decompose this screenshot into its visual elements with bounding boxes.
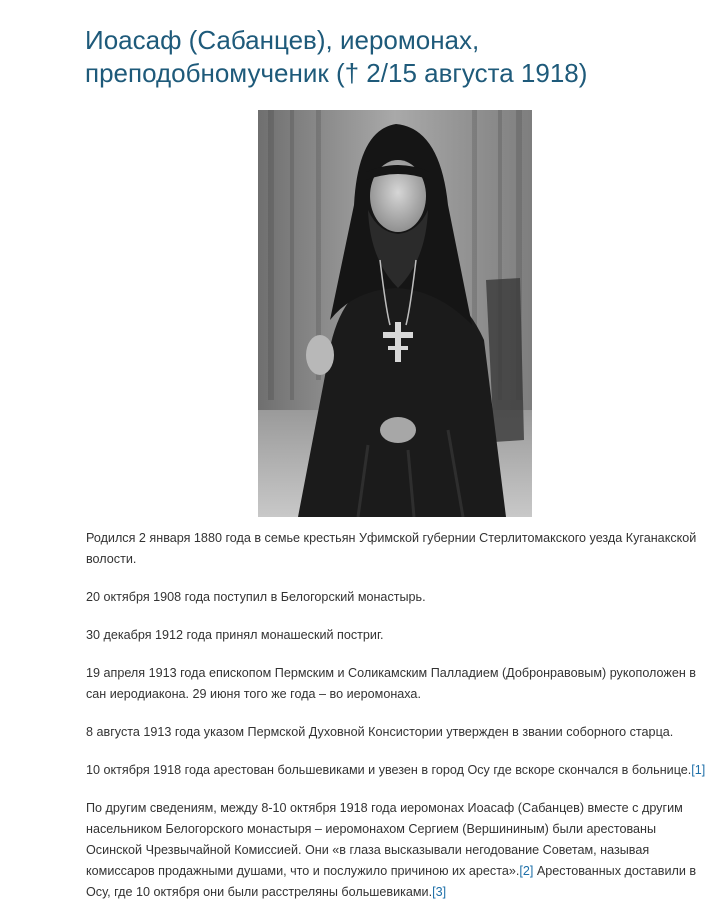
page-title: Иоасаф (Сабанцев), иеромонах, преподобномученик († 2/15 августа 1918) [85, 25, 588, 88]
paragraph-text: По другим сведениям, между 8-10 октября 1918 года иеромонах Иоасаф (Сабанцев) вместе с другим насельником Белогорского монастыря – иеромонахом Сергием (Вершининым) были арестованы Осинской Чрезвычайной Комиссией. Они «в глаза высказывали негодование Советам, называя комиссаров продажными душами, что и послужило причиною их ареста». [86, 801, 683, 878]
paragraph-text: Арестованных доставили в Осу, где 10 октября они были расстреляны большевиками. [86, 864, 697, 899]
paragraph-text: 19 апреля 1913 года епископом Пермским и Соликамским Палладием (Добронравовым) рукоположен в сан иеродиакона. 29 июня того же года – во иеромонаха. [86, 666, 696, 701]
paragraph-text: 10 октября 1918 года арестован большевиками и увезен в город Осу где вскоре скончался в больнице. [86, 763, 692, 777]
paragraph-ordination [86, 663, 711, 705]
paragraph-birth [86, 528, 711, 570]
paragraph-text: 30 декабря 1912 года принял монашеский постриг. [86, 628, 384, 642]
article-body [86, 528, 711, 920]
paragraph-arrest [86, 760, 711, 781]
paragraph-text: 20 октября 1908 года поступил в Белогорский монастырь. [86, 590, 426, 604]
footnote-link-3[interactable]: [3] [432, 885, 447, 899]
paragraph-elder [86, 722, 711, 743]
paragraph-text: 8 августа 1913 года указом Пермской Духовной Консистории утвержден в звании соборного старца. [86, 725, 674, 739]
footnote-link-2[interactable]: [2] [519, 864, 534, 878]
paragraph-monastery [86, 587, 711, 608]
paragraph-execution [86, 798, 711, 903]
footnote-link-1[interactable]: [1] [691, 763, 706, 777]
paragraph-tonsure [86, 625, 711, 646]
paragraph-text: Родился 2 января 1880 года в семье крестьян Уфимской губернии Стерлитомакского уезда Куганакской волости. [86, 531, 697, 566]
portrait-photo [258, 110, 532, 517]
